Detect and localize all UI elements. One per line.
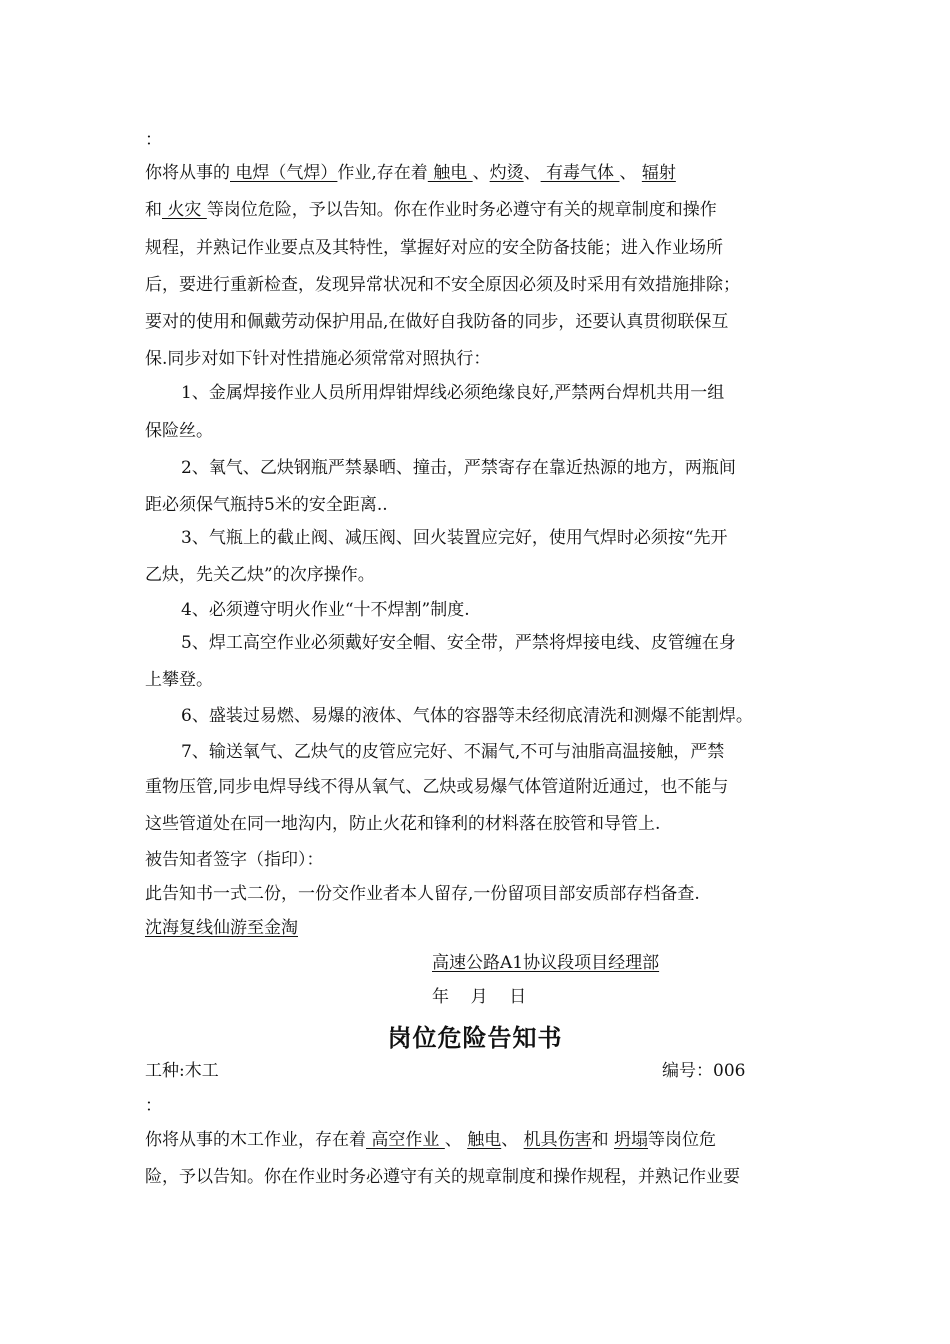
measure-line: 7、输送氧气、乙炔气的皮管应完好、不漏气,不可与油脂高温接触，严禁 [181, 742, 725, 762]
measure-line: 上攀登。 [145, 670, 213, 690]
hazard-toxic-gas: 有毒气体 [540, 163, 620, 183]
intro-line-4: 后，要进行重新检查，发现异常状况和不安全原因必须及时采用有效措施排除； [145, 275, 740, 295]
intro-line-5: 要对的使用和佩戴劳动保护用品,在做好自我防备的同步，还要认真贯彻联保互 [145, 312, 729, 332]
hazard-electric-shock: 触电 [467, 1130, 502, 1150]
hazard-working-at-height: 高空作业 [366, 1130, 445, 1150]
signature-line: 被告知者签字（指印）： [145, 850, 324, 870]
notice-title: 岗位危险告知书 [387, 1024, 563, 1052]
copies-note: 此告知书一式二份，一份交作业者本人留存,一份留项目部安质部存档备查. [145, 884, 700, 904]
hazard-radiation: 辐射 [641, 163, 676, 183]
project-name: 沈海复线仙游至金淘 [145, 918, 298, 938]
measure-line: 重物压管,同步电焊导线不得从氧气、乙炔或易爆气体管道附近通过，也不能与 [145, 777, 729, 797]
intro-line-3: 规程，并熟记作业要点及其特性，掌握好对应的安全防备技能；进入作业场所 [145, 238, 723, 258]
measure-line: 4、必须遵守明火作业“十不焊割”制度. [181, 600, 470, 620]
measure-line: 这些管道处在同一地沟内，防止火花和锋利的材料落在胶管和导管上. [145, 814, 661, 834]
department-name: 高速公路A1协议段项目经理部 [432, 953, 660, 973]
hazard-electric-shock: 触电 [427, 163, 473, 183]
measure-line: 保险丝。 [145, 421, 213, 441]
hazard-collapse: 坍塌 [614, 1130, 649, 1150]
measure-line: 2、氧气、乙炔钢瓶严禁暴晒、撞击，严禁寄存在靠近热源的地方，两瓶间 [181, 458, 736, 478]
date-line: 年 月 日 [432, 987, 527, 1007]
intro-line-6: 保.同步对如下针对性措施必须常常对照执行： [145, 349, 491, 369]
measure-line: 6、盛装过易燃、易爆的液体、气体的容器等未经彻底清洗和测爆不能割焊。 [181, 706, 753, 726]
leading-colon: ： [145, 1096, 162, 1116]
intro-line-1: 你将从事的 电焊（气焊）作业,存在着 触电 、灼烫、 有毒气体 、 辐射 [145, 163, 676, 183]
hazard-burn: 灼烫 [489, 163, 524, 183]
job-type: 电焊（气焊） [230, 163, 338, 183]
hazard-machinery-injury: 机具伤害 [523, 1130, 592, 1150]
carpenter-intro-line-1: 你将从事的木工作业，存在着 高空作业 、 触电、 机具伤害和 坍塌等岗位危 [145, 1130, 717, 1150]
measure-line: 1、金属焊接作业人员所用焊钳焊线必须绝缘良好,严禁两台焊机共用一组 [181, 383, 725, 403]
carpenter-intro-line-2: 险，予以告知。你在作业时务必遵守有关的规章制度和操作规程，并熟记作业要 [145, 1167, 740, 1187]
measure-line: 3、气瓶上的截止阀、减压阀、回火装置应完好，使用气焊时必须按“先开 [181, 528, 728, 548]
leading-colon: ： [145, 130, 162, 150]
measure-line: 乙炔，先关乙炔”的次序操作。 [145, 565, 375, 585]
serial-number: 编号：006 [662, 1061, 746, 1081]
measure-line: 5、焊工高空作业必须戴好安全帽、安全带，严禁将焊接电线、皮管缠在身 [181, 633, 736, 653]
trade-label: 工种:木工 [145, 1061, 219, 1081]
intro-line-2: 和 火灾 等岗位危险，予以告知。你在作业时务必遵守有关的规章制度和操作 [145, 200, 717, 220]
measure-line: 距必须保气瓶持5米的安全距离.. [145, 495, 388, 515]
hazard-fire: 火灾 [162, 200, 207, 220]
